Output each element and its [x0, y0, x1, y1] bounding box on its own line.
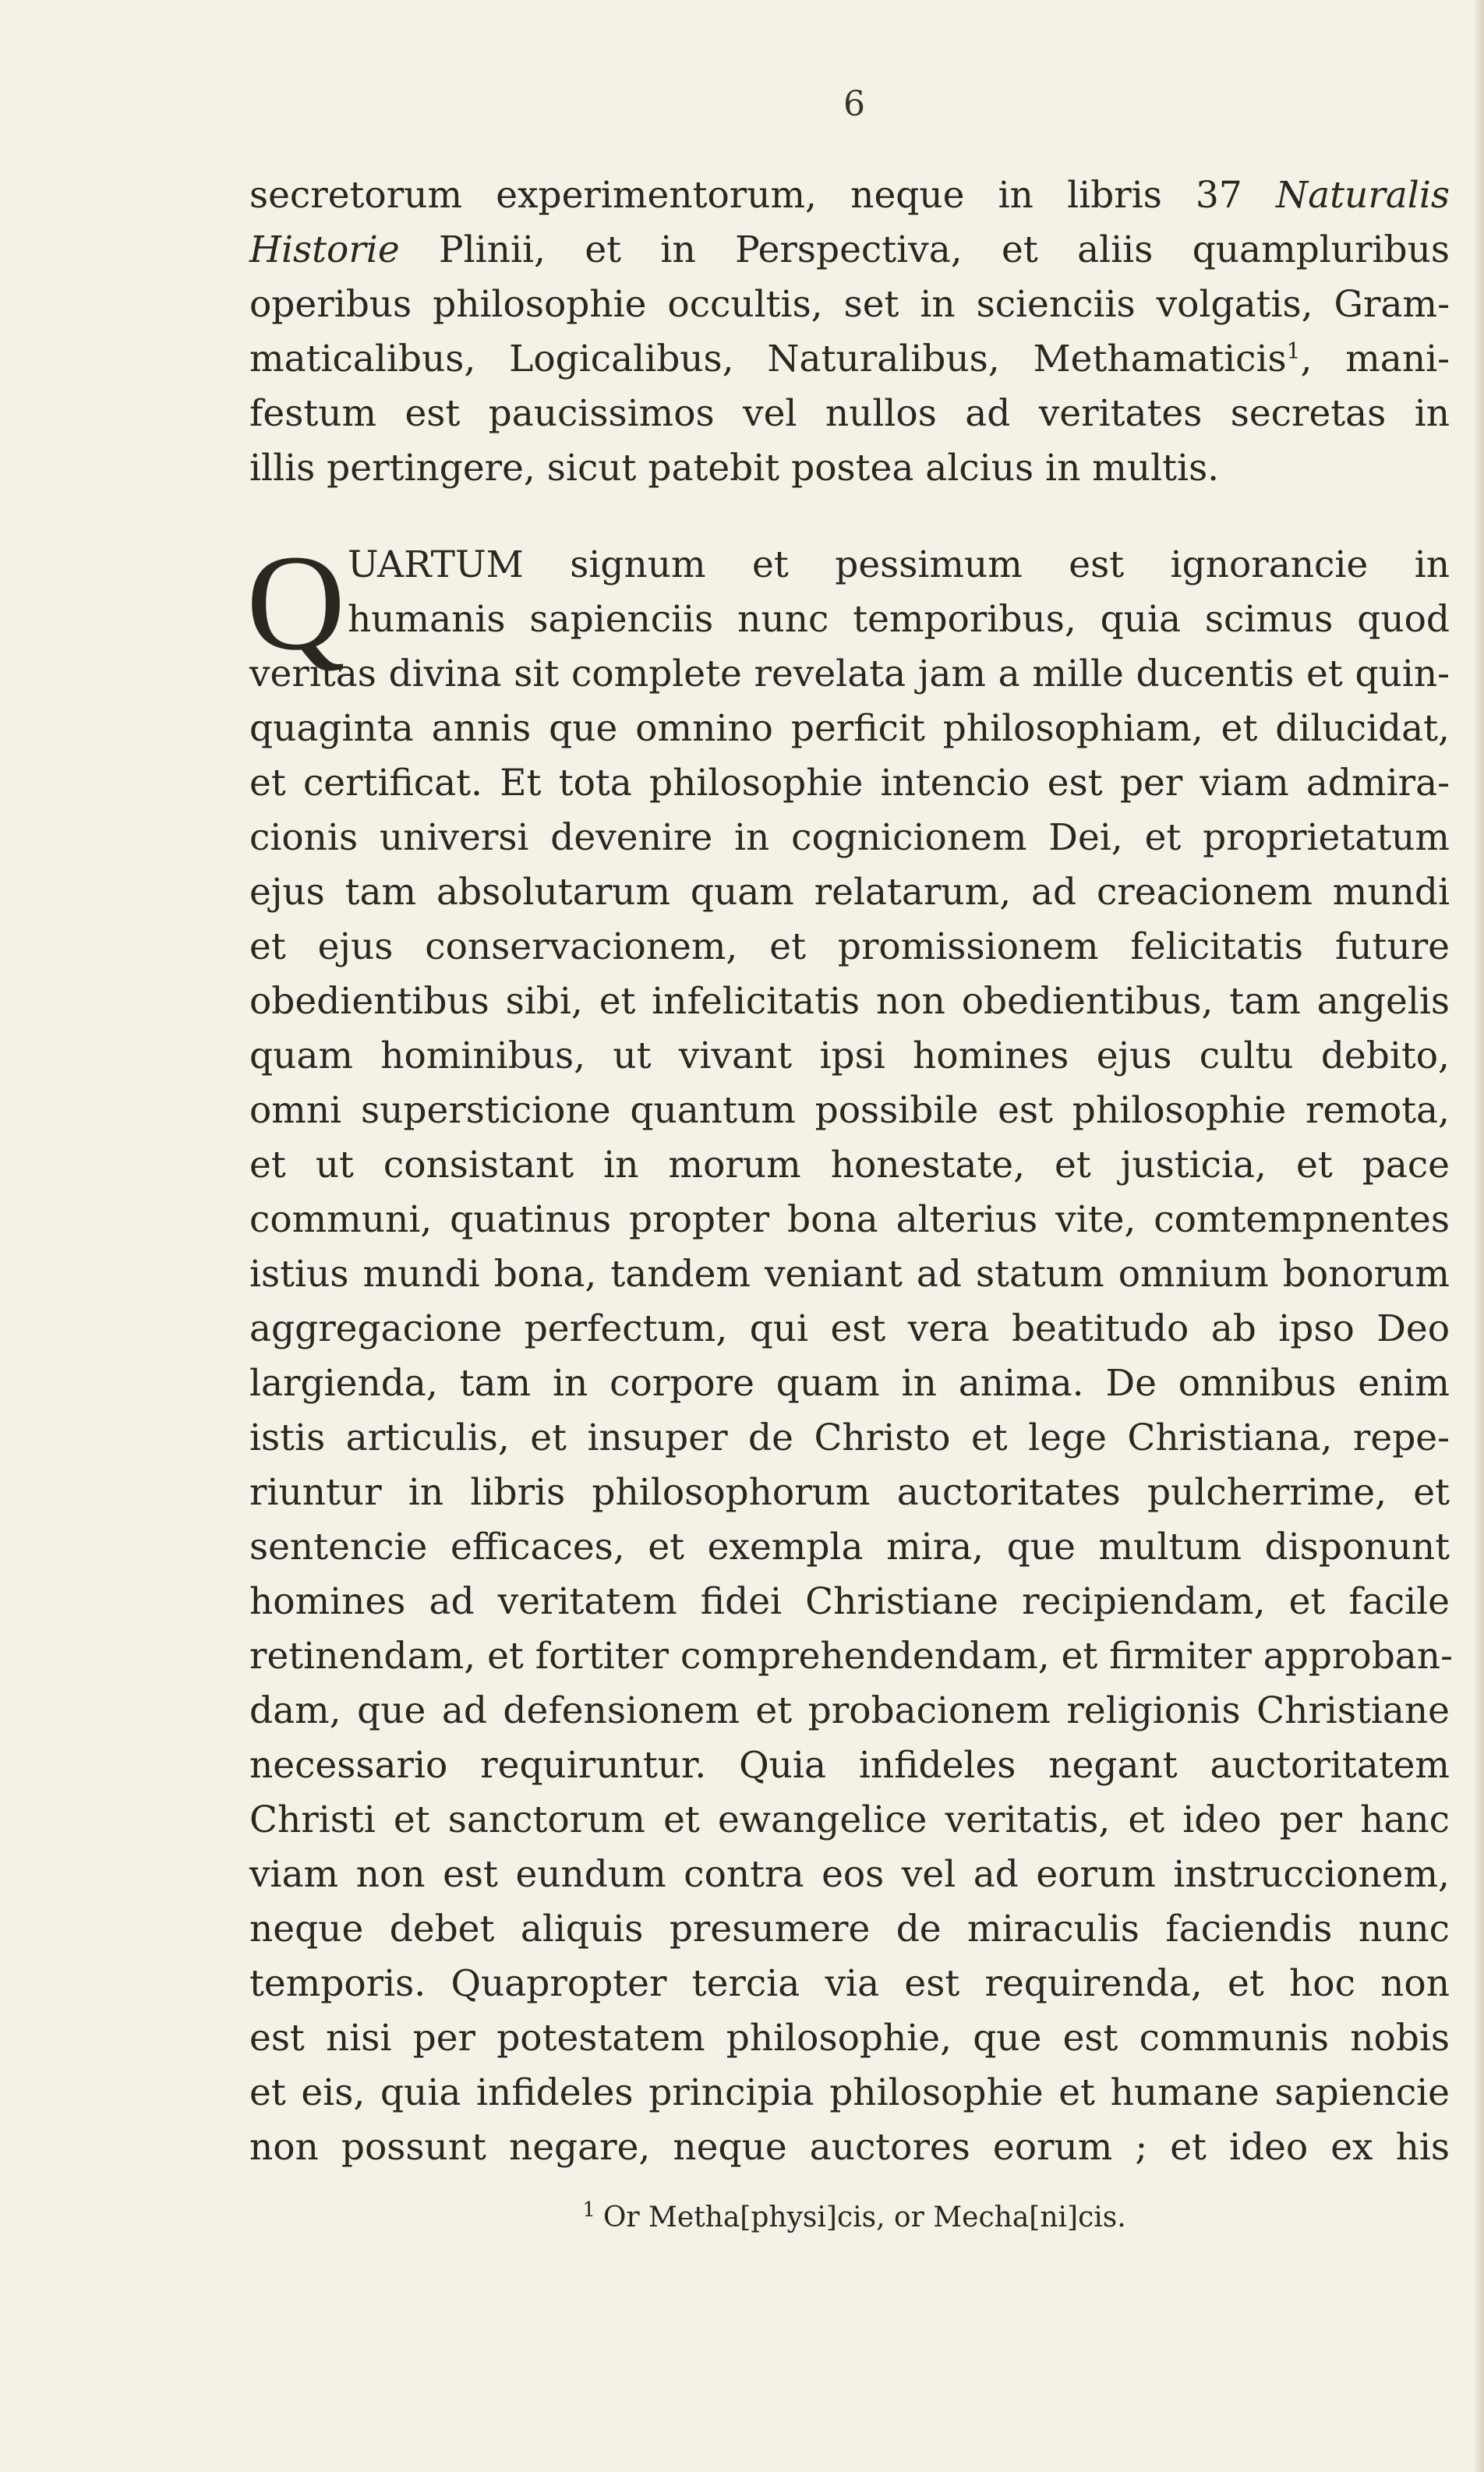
text-line: maticalibus, Logicalibus, Naturalibus, Methamaticis$^1$, mani-: [249, 338, 1450, 380]
body-text: [249, 168, 1453, 2175]
text-line: largienda, tam in corpore quam in anima. De omnibus enim: [249, 1362, 1450, 1405]
text-line: et ut consistant in morum honestate, et justicia, et pace: [249, 1144, 1450, 1186]
text-line: riuntur in libris philosophorum auctoritates pulcherrime, et: [249, 1471, 1450, 1514]
text-line: homines ad veritatem fidei Christiane recipiendam, et facile: [249, 1580, 1450, 1623]
text-line: omni supersticione quantum possibile est philosophie remota,: [249, 1089, 1450, 1132]
text-line: humanis sapienciis nunc temporibus, quia scimus quod: [348, 598, 1450, 641]
text-line: sentencie efficaces, et exempla mira, que multum disponunt: [249, 1526, 1450, 1568]
footnote-text: Or Metha[physi]cis, or Mecha[ni]cis.: [602, 2201, 1126, 2233]
text-line: istis articulis, et insuper de Christo et lege Christiana, repe-: [249, 1416, 1450, 1459]
text-line: festum est paucissimos vel nullos ad veritates secretas in: [249, 392, 1450, 435]
text-line: non possunt negare, neque auctores eorum ; et ideo ex his: [249, 2126, 1450, 2169]
text-line: quaginta annis que omnino perficit philosophiam, et dilucidat,: [249, 707, 1450, 750]
footnote: [0, 2198, 1484, 2233]
text-line: Historie Plinii, et in Perspectiva, et aliis quampluribus: [249, 228, 1450, 271]
text-line: ejus tam absolutarum quam relatarum, ad creacionem mundi: [249, 871, 1450, 914]
text-line: UARTUM signum et pessimum est ignorancie in: [348, 543, 1450, 586]
text-line: dam, que ad defensionem et probacionem religionis Christiane: [249, 1689, 1450, 1732]
text-line: quam hominibus, ut vivant ipsi homines ejus cultu debito,: [249, 1034, 1450, 1077]
text-line: et eis, quia infideles principia philosophie et humane sapiencie: [249, 2071, 1450, 2114]
text-line: aggregacione perfectum, qui est vera beatitudo ab ipso Deo: [249, 1307, 1450, 1350]
page-number: 6: [843, 84, 865, 124]
drop-cap-initial: Q: [246, 527, 346, 679]
text-line: neque debet aliquis presumere de miraculis faciendis nunc: [249, 1908, 1450, 1950]
italic-word: Naturalis: [1276, 174, 1450, 217]
text-line: secretorum experimentorum, neque in libris 37 Naturalis: [249, 174, 1450, 217]
footnote-ref: 1: [1286, 338, 1301, 364]
text-line: istius mundi bona, tandem veniant ad statum omnium bonorum: [249, 1253, 1450, 1296]
text-line: communi, quatinus propter bona alterius vite, comtempnentes: [249, 1198, 1450, 1241]
footnote-mark: 1: [582, 2198, 595, 2222]
text-line: illis pertingere, sicut patebit postea alcius in multis.: [249, 447, 1220, 490]
text-line: obedientibus sibi, et infelicitatis non obedientibus, tam angelis: [249, 980, 1450, 1023]
page-edge: [1473, 0, 1484, 2472]
text-line: Christi et sanctorum et ewangelice veritatis, et ideo per hanc: [249, 1798, 1450, 1841]
text-line: cionis universi devenire in cognicionem Dei, et proprietatum: [249, 816, 1450, 859]
text-line: est nisi per potestatem philosophie, que est communis nobis: [249, 2017, 1450, 2060]
text-line: et ejus conservacionem, et promissionem felicitatis future: [249, 925, 1450, 968]
text-line: viam non est eundum contra eos vel ad eorum instruccionem,: [249, 1853, 1450, 1896]
text-line: veritas divina sit complete revelata jam a mille ducentis et quin-: [249, 652, 1450, 695]
text-line: retinendam, et fortiter comprehendendam, et firmiter approban-: [249, 1635, 1453, 1678]
text-line: necessario requiruntur. Quia infideles negant auctoritatem: [249, 1744, 1450, 1787]
text-line: operibus philosophie occultis, set in scienciis volgatis, Gram-: [249, 283, 1450, 326]
text-line: temporis. Quapropter tercia via est requirenda, et hoc non: [249, 1962, 1450, 2005]
text-line: et certificat. Et tota philosophie intencio est per viam admira-: [249, 762, 1450, 805]
italic-word: Historie: [249, 228, 400, 271]
